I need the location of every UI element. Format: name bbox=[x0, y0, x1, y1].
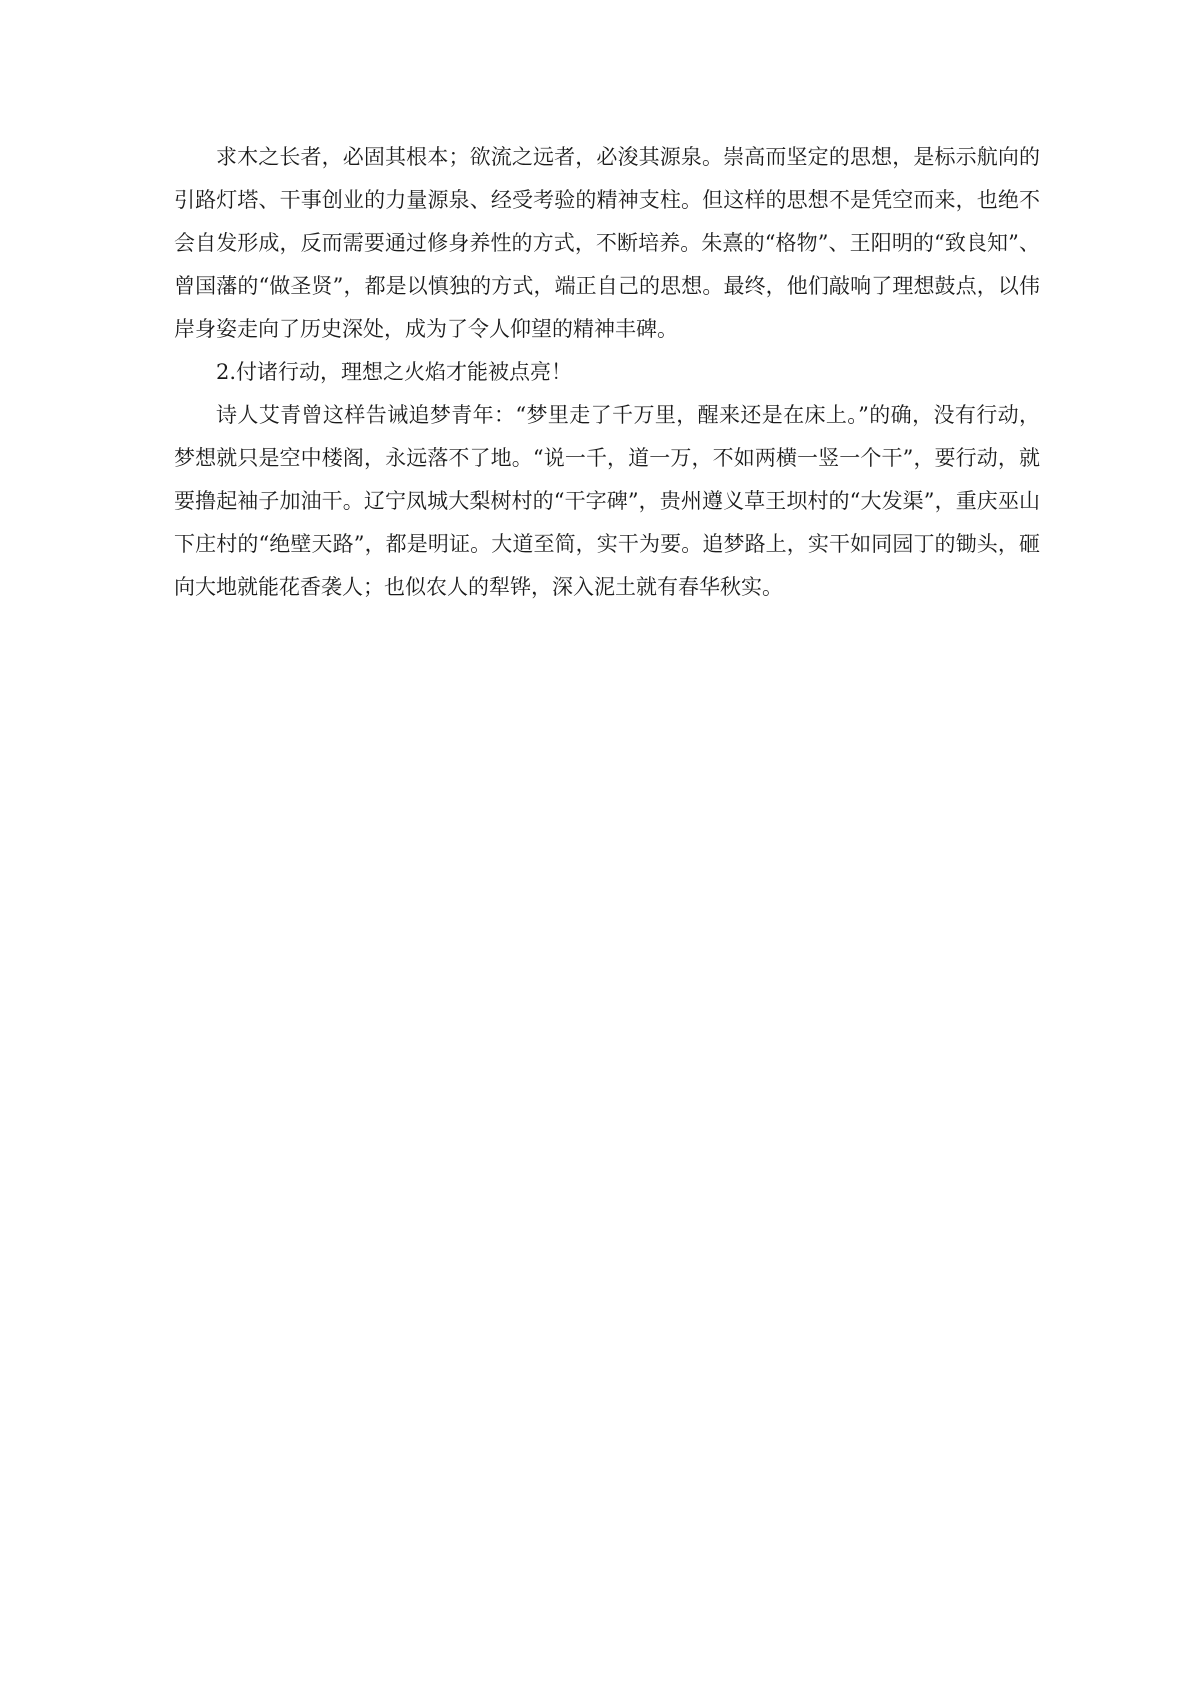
document-body bbox=[174, 136, 1040, 609]
paragraph-roots-of-ideals: 求木之长者，必固其根本；欲流之远者，必浚其源泉。崇高而坚定的思想，是标示航向的引路灯塔、干事创业的力量源泉、经受考验的精神支柱。但这样的思想不是凭空而来，也绝不会自发形成，反而需要通过修身养性的方式，不断培养。朱熹的“格物”、王阳明的“致良知”、曾国藩的“做圣贤”，都是以慎独的方式，端正自己的思想。最终，他们敲响了理想鼓点，以伟岸身姿走向了历史深处，成为了令人仰望的精神丰碑。 bbox=[174, 145, 1040, 341]
section-heading-action: 2.付诸行动，理想之火焰才能被点亮！ bbox=[216, 360, 573, 384]
paragraph-take-action: 诗人艾青曾这样告诫追梦青年：“梦里走了千万里，醒来还是在床上。”的确，没有行动，梦想就只是空中楼阁，永远落不了地。“说一千，道一万，不如两横一竖一个干”，要行动，就要撸起袖子加油干。辽宁凤城大梨树村的“干字碑”，贵州遵义草王坝村的“大发渠”，重庆巫山下庄村的“绝壁天路”，都是明证。大道至简，实干为要。追梦路上，实干如同园丁的锄头，砸向大地就能花香袭人；也似农人的犁铧，深入泥土就有春华秋实。 bbox=[174, 403, 1040, 599]
